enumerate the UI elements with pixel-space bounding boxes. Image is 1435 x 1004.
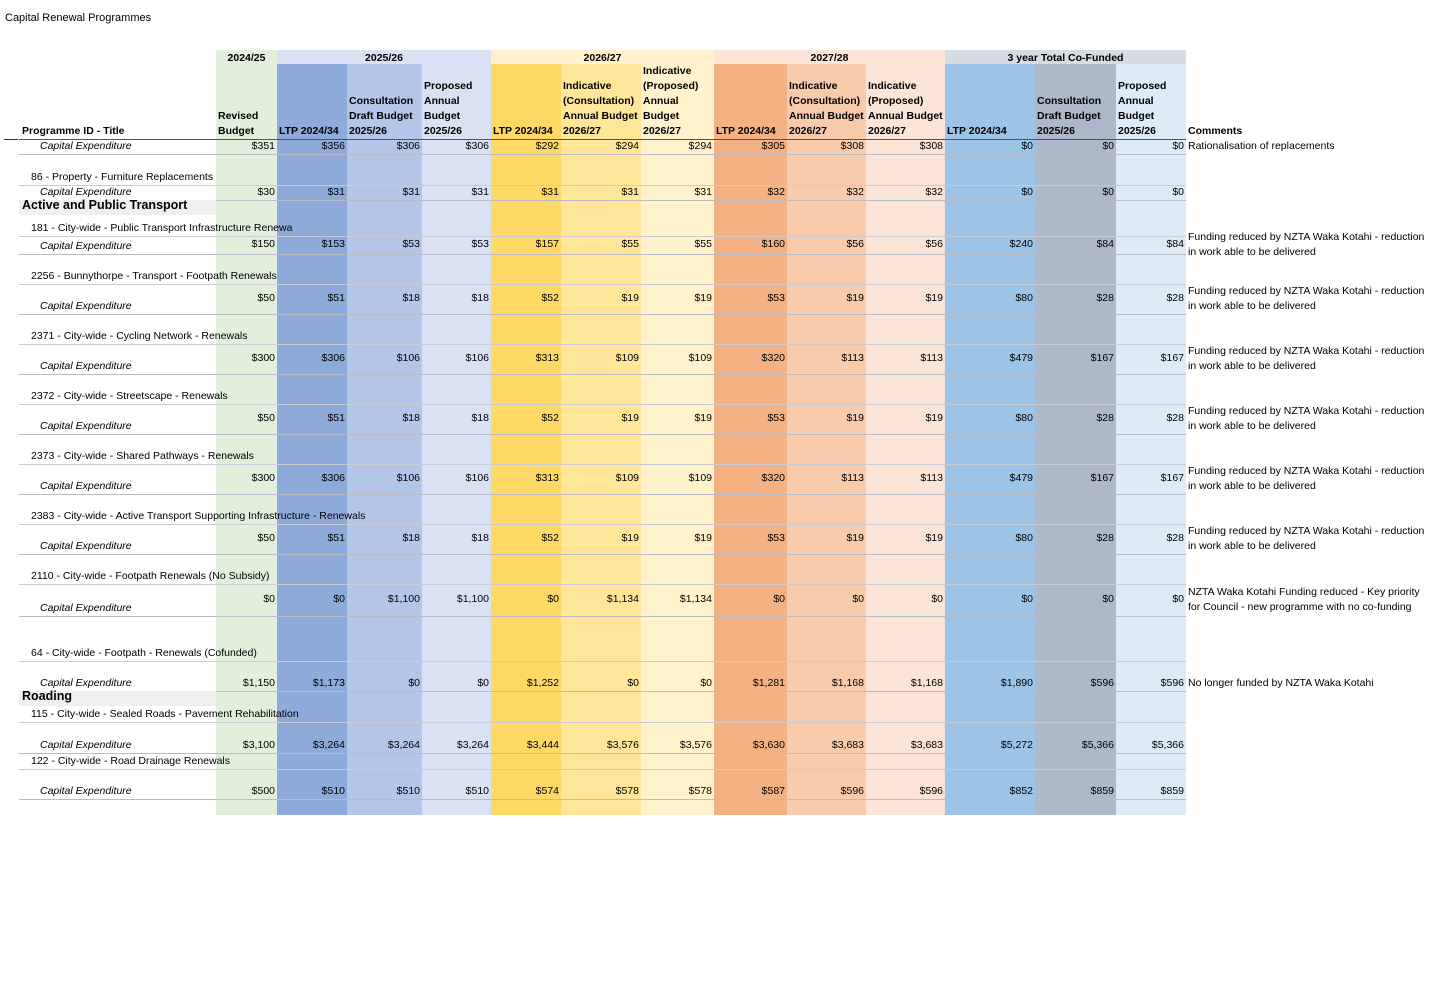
column-band — [277, 64, 347, 815]
value-cell: $28 — [1166, 412, 1184, 424]
value-cell: $0 — [1172, 186, 1184, 198]
column-header: Indicative (Proposed) Annual Budget 2026/27 — [868, 80, 943, 137]
value-cell: $18 — [402, 532, 420, 544]
value-cell: $1,100 — [387, 593, 420, 605]
value-cell: $313 — [535, 352, 559, 364]
row-rule — [19, 494, 1186, 495]
value-cell: $3,576 — [679, 739, 712, 751]
value-cell: $84 — [1096, 238, 1114, 250]
programme-title: 2371 - City-wide - Cycling Network - Renewals — [31, 330, 248, 342]
row-label: Capital Expenditure — [40, 140, 132, 152]
value-cell: $19 — [846, 412, 864, 424]
left-tick — [4, 139, 18, 140]
comment-cell: Funding reduced by NZTA Waka Kotahi - reduction in work able to be delivered — [1188, 465, 1425, 492]
programme-rule — [19, 769, 1186, 770]
row-rule — [19, 254, 1186, 255]
value-cell: $305 — [761, 140, 785, 152]
value-cell: $0 — [477, 677, 489, 689]
column-band — [491, 64, 561, 815]
value-cell: $5,272 — [1000, 739, 1033, 751]
column-header: Indicative (Proposed) Annual Budget 2026/27 — [643, 65, 699, 137]
column-band — [347, 64, 422, 815]
value-cell: $52 — [541, 292, 559, 304]
comment-cell: NZTA Waka Kotahi Funding reduced - Key priority for Council - new programme with no co-funding — [1188, 586, 1420, 613]
value-cell: $19 — [621, 292, 639, 304]
value-cell: $0 — [852, 593, 864, 605]
value-cell: $31 — [402, 186, 420, 198]
programme-title: 122 - City-wide - Road Drainage Renewals — [31, 755, 231, 767]
row-label: Capital Expenditure — [40, 420, 132, 432]
value-cell: $859 — [1160, 785, 1184, 797]
group-header-label: 3 year Total Co-Funded — [1007, 52, 1124, 64]
row-rule — [19, 799, 1186, 800]
value-cell: $240 — [1009, 238, 1033, 250]
value-cell: $0 — [1102, 140, 1114, 152]
column-band — [1035, 64, 1116, 815]
value-cell: $28 — [1166, 292, 1184, 304]
value-cell: $308 — [840, 140, 864, 152]
value-cell: $106 — [465, 472, 489, 484]
value-cell: $19 — [694, 532, 712, 544]
value-cell: $578 — [615, 785, 639, 797]
value-cell: $31 — [327, 186, 345, 198]
column-header: Indicative (Consultation) Annual Budget 2026/27 — [563, 80, 638, 137]
value-cell: $510 — [465, 785, 489, 797]
value-cell: $294 — [688, 140, 712, 152]
column-band — [422, 64, 491, 815]
value-cell: $19 — [925, 532, 943, 544]
column-band — [714, 64, 787, 815]
value-cell: $0 — [263, 593, 275, 605]
value-cell: $479 — [1009, 472, 1033, 484]
column-band — [866, 64, 945, 815]
value-cell: $0 — [1102, 593, 1114, 605]
value-cell: $292 — [535, 140, 559, 152]
section-heading: Roading — [22, 689, 72, 703]
row-rule — [19, 374, 1186, 375]
row-label: Capital Expenditure — [40, 540, 132, 552]
value-cell: $18 — [471, 292, 489, 304]
group-header-label: 2026/27 — [583, 52, 622, 64]
column-header: Indicative (Consultation) Annual Budget 2026/27 — [789, 80, 864, 137]
value-cell: $150 — [251, 238, 275, 250]
value-cell: $3,444 — [526, 739, 559, 751]
column-band — [787, 64, 866, 815]
column-header: Proposed Annual Budget 2025/26 — [424, 80, 473, 137]
value-cell: $0 — [627, 677, 639, 689]
value-cell: $106 — [396, 472, 420, 484]
column-header: LTP 2024/34 — [279, 125, 339, 137]
comment-cell: Funding reduced by NZTA Waka Kotahi - reduction in work able to be delivered — [1188, 345, 1425, 372]
value-cell: $3,630 — [752, 739, 785, 751]
value-cell: $18 — [471, 412, 489, 424]
value-cell: $30 — [257, 186, 275, 198]
column-header: Revised Budget — [218, 110, 259, 137]
value-cell: $313 — [535, 472, 559, 484]
column-header: Consultation Draft Budget 2025/26 — [349, 95, 414, 137]
row-rule — [19, 154, 1186, 155]
value-cell: $3,264 — [312, 739, 345, 751]
value-cell: $0 — [333, 593, 345, 605]
value-cell: $1,100 — [456, 593, 489, 605]
value-cell: $306 — [321, 352, 345, 364]
row-label: Capital Expenditure — [40, 240, 132, 252]
value-cell: $50 — [257, 292, 275, 304]
comment-cell: Funding reduced by NZTA Waka Kotahi - reduction in work able to be delivered — [1188, 525, 1425, 552]
value-cell: $596 — [1160, 677, 1184, 689]
value-cell: $19 — [621, 532, 639, 544]
value-cell: $18 — [402, 412, 420, 424]
value-cell: $53 — [471, 238, 489, 250]
column-header: Consultation Draft Budget 2025/26 — [1037, 95, 1102, 137]
value-cell: $28 — [1096, 292, 1114, 304]
row-label: Capital Expenditure — [40, 300, 132, 312]
value-cell: $1,173 — [312, 677, 345, 689]
value-cell: $19 — [694, 412, 712, 424]
value-cell: $52 — [541, 412, 559, 424]
comment-cell: Funding reduced by NZTA Waka Kotahi - reduction in work able to be delivered — [1188, 285, 1425, 312]
value-cell: $306 — [321, 472, 345, 484]
value-cell: $1,168 — [910, 677, 943, 689]
row-label: Capital Expenditure — [40, 602, 132, 614]
value-cell: $578 — [688, 785, 712, 797]
programme-title: 64 - City-wide - Footpath - Renewals (Cofunded) — [31, 647, 257, 659]
document-title: Capital Renewal Programmes — [5, 12, 152, 24]
programme-title: 2373 - City-wide - Shared Pathways - Renewals — [31, 450, 254, 462]
comment-cell: No longer funded by NZTA Waka Kotahi — [1188, 677, 1374, 689]
value-cell: $51 — [327, 532, 345, 544]
value-cell: $1,281 — [752, 677, 785, 689]
value-cell: $80 — [1015, 412, 1033, 424]
value-cell: $479 — [1009, 352, 1033, 364]
programme-title: 2110 - City-wide - Footpath Renewals (No Subsidy) — [31, 570, 270, 582]
value-cell: $109 — [688, 352, 712, 364]
value-cell: $0 — [1102, 186, 1114, 198]
value-cell: $19 — [925, 412, 943, 424]
value-cell: $320 — [761, 472, 785, 484]
value-cell: $510 — [396, 785, 420, 797]
value-cell: $510 — [321, 785, 345, 797]
value-cell: $1,134 — [606, 593, 639, 605]
row-label: Capital Expenditure — [40, 785, 132, 797]
value-cell: $167 — [1090, 472, 1114, 484]
value-cell: $50 — [257, 412, 275, 424]
value-cell: $0 — [931, 593, 943, 605]
value-cell: $0 — [1172, 140, 1184, 152]
value-cell: $113 — [841, 352, 864, 364]
value-cell: $31 — [471, 186, 489, 198]
value-cell: $56 — [925, 238, 943, 250]
value-cell: $109 — [615, 352, 639, 364]
value-cell: $3,264 — [387, 739, 420, 751]
value-cell: $1,150 — [242, 677, 275, 689]
row-rule — [19, 554, 1186, 555]
value-cell: $106 — [396, 352, 420, 364]
programme-rule — [19, 284, 1186, 285]
value-cell: $113 — [841, 472, 864, 484]
value-cell: $153 — [321, 238, 345, 250]
programme-rule — [19, 584, 1186, 585]
value-cell: $5,366 — [1151, 739, 1184, 751]
value-cell: $84 — [1166, 238, 1184, 250]
comment-cell: Funding reduced by NZTA Waka Kotahi - reduction in work able to be delivered — [1188, 231, 1425, 258]
value-cell: $53 — [767, 292, 785, 304]
value-cell: $32 — [925, 186, 943, 198]
programme-title: 2383 - City-wide - Active Transport Supporting Infrastructure - Renewals — [31, 510, 366, 522]
value-cell: $1,890 — [1000, 677, 1033, 689]
row-label-header: Programme ID - Title — [22, 125, 125, 137]
value-cell: $0 — [1172, 593, 1184, 605]
value-cell: $157 — [535, 238, 559, 250]
programme-title: 181 - City-wide - Public Transport Infrastructure Renewa — [31, 222, 293, 234]
value-cell: $167 — [1090, 352, 1114, 364]
row-label: Capital Expenditure — [40, 480, 132, 492]
value-cell: $18 — [402, 292, 420, 304]
programme-title: 2372 - City-wide - Streetscape - Renewals — [31, 390, 228, 402]
value-cell: $31 — [541, 186, 559, 198]
value-cell: $19 — [846, 532, 864, 544]
value-cell: $50 — [257, 532, 275, 544]
value-cell: $3,576 — [606, 739, 639, 751]
value-cell: $500 — [251, 785, 275, 797]
value-cell: $587 — [761, 785, 785, 797]
row-label: Capital Expenditure — [40, 186, 132, 198]
group-header-label: 2027/28 — [810, 52, 849, 64]
section-heading: Active and Public Transport — [22, 198, 188, 212]
value-cell: $53 — [767, 532, 785, 544]
row-rule — [19, 434, 1186, 435]
column-band — [945, 64, 1035, 815]
value-cell: $32 — [767, 186, 785, 198]
value-cell: $1,168 — [831, 677, 864, 689]
value-cell: $51 — [327, 292, 345, 304]
column-band — [641, 64, 714, 815]
value-cell: $109 — [615, 472, 639, 484]
column-header: LTP 2024/34 — [947, 125, 1007, 137]
value-cell: $51 — [327, 412, 345, 424]
programme-title: 2256 - Bunnythorpe - Transport - Footpath Renewals — [31, 270, 277, 282]
value-cell: $55 — [621, 238, 639, 250]
value-cell: $109 — [688, 472, 712, 484]
value-cell: $3,264 — [456, 739, 489, 751]
value-cell: $306 — [465, 140, 489, 152]
value-cell: $852 — [1009, 785, 1033, 797]
programme-rule — [19, 524, 1186, 525]
programme-title: 115 - City-wide - Sealed Roads - Pavement Rehabilitation — [31, 708, 299, 720]
row-label: Capital Expenditure — [40, 739, 132, 751]
value-cell: $308 — [919, 140, 943, 152]
value-cell: $3,683 — [910, 739, 943, 751]
value-cell: $106 — [465, 352, 489, 364]
programme-rule — [19, 722, 1186, 723]
value-cell: $0 — [1021, 593, 1033, 605]
value-cell: $31 — [694, 186, 712, 198]
value-cell: $31 — [621, 186, 639, 198]
column-band — [216, 64, 277, 815]
value-cell: $56 — [846, 238, 864, 250]
comment-cell: Funding reduced by NZTA Waka Kotahi - reduction in work able to be delivered — [1188, 405, 1425, 432]
row-label: Capital Expenditure — [40, 360, 132, 372]
value-cell: $1,252 — [526, 677, 559, 689]
programme-title: 86 - Property - Furniture Replacements — [31, 171, 214, 183]
value-cell: $53 — [402, 238, 420, 250]
row-rule — [19, 314, 1186, 315]
value-cell: $19 — [846, 292, 864, 304]
column-band — [1116, 64, 1186, 815]
value-cell: $596 — [919, 785, 943, 797]
column-header: LTP 2024/34 — [493, 125, 553, 137]
comment-cell: Rationalisation of replacements — [1188, 140, 1335, 152]
value-cell: $28 — [1096, 532, 1114, 544]
value-cell: $320 — [761, 352, 785, 364]
value-cell: $53 — [767, 412, 785, 424]
value-cell: $55 — [694, 238, 712, 250]
value-cell: $19 — [621, 412, 639, 424]
value-cell: $300 — [251, 352, 275, 364]
value-cell: $5,366 — [1081, 739, 1114, 751]
value-cell: $294 — [615, 140, 639, 152]
value-cell: $28 — [1166, 532, 1184, 544]
value-cell: $0 — [1021, 186, 1033, 198]
value-cell: $0 — [408, 677, 420, 689]
value-cell: $32 — [846, 186, 864, 198]
value-cell: $167 — [1160, 472, 1184, 484]
value-cell: $351 — [251, 140, 275, 152]
value-cell: $80 — [1015, 532, 1033, 544]
value-cell: $356 — [321, 140, 345, 152]
value-cell: $18 — [471, 532, 489, 544]
group-header-label: 2024/25 — [227, 52, 266, 64]
value-cell: $300 — [251, 472, 275, 484]
programme-rule — [19, 404, 1186, 405]
value-cell: $167 — [1160, 352, 1184, 364]
comments-header: Comments — [1188, 125, 1243, 137]
column-header: LTP 2024/34 — [716, 125, 776, 137]
row-rule — [19, 616, 1186, 617]
value-cell: $160 — [761, 238, 785, 250]
programme-rule — [19, 661, 1186, 662]
value-cell: $3,683 — [831, 739, 864, 751]
group-header-label: 2025/26 — [365, 52, 403, 64]
value-cell: $306 — [396, 140, 420, 152]
row-label: Capital Expenditure — [40, 677, 132, 689]
column-header: Proposed Annual Budget 2025/26 — [1118, 80, 1167, 137]
value-cell: $0 — [700, 677, 712, 689]
value-cell: $3,100 — [242, 739, 275, 751]
value-cell: $0 — [1021, 140, 1033, 152]
value-cell: $19 — [925, 292, 943, 304]
value-cell: $52 — [541, 532, 559, 544]
programme-rule — [19, 344, 1186, 345]
column-band — [561, 64, 641, 815]
value-cell: $0 — [547, 593, 559, 605]
programme-rule — [19, 464, 1186, 465]
value-cell: $80 — [1015, 292, 1033, 304]
value-cell: $0 — [773, 593, 785, 605]
value-cell: $596 — [1090, 677, 1114, 689]
value-cell: $574 — [535, 785, 559, 797]
value-cell: $113 — [920, 472, 943, 484]
value-cell: $596 — [840, 785, 864, 797]
value-cell: $859 — [1090, 785, 1114, 797]
value-cell: $28 — [1096, 412, 1114, 424]
value-cell: $113 — [920, 352, 943, 364]
value-cell: $1,134 — [679, 593, 712, 605]
value-cell: $19 — [694, 292, 712, 304]
